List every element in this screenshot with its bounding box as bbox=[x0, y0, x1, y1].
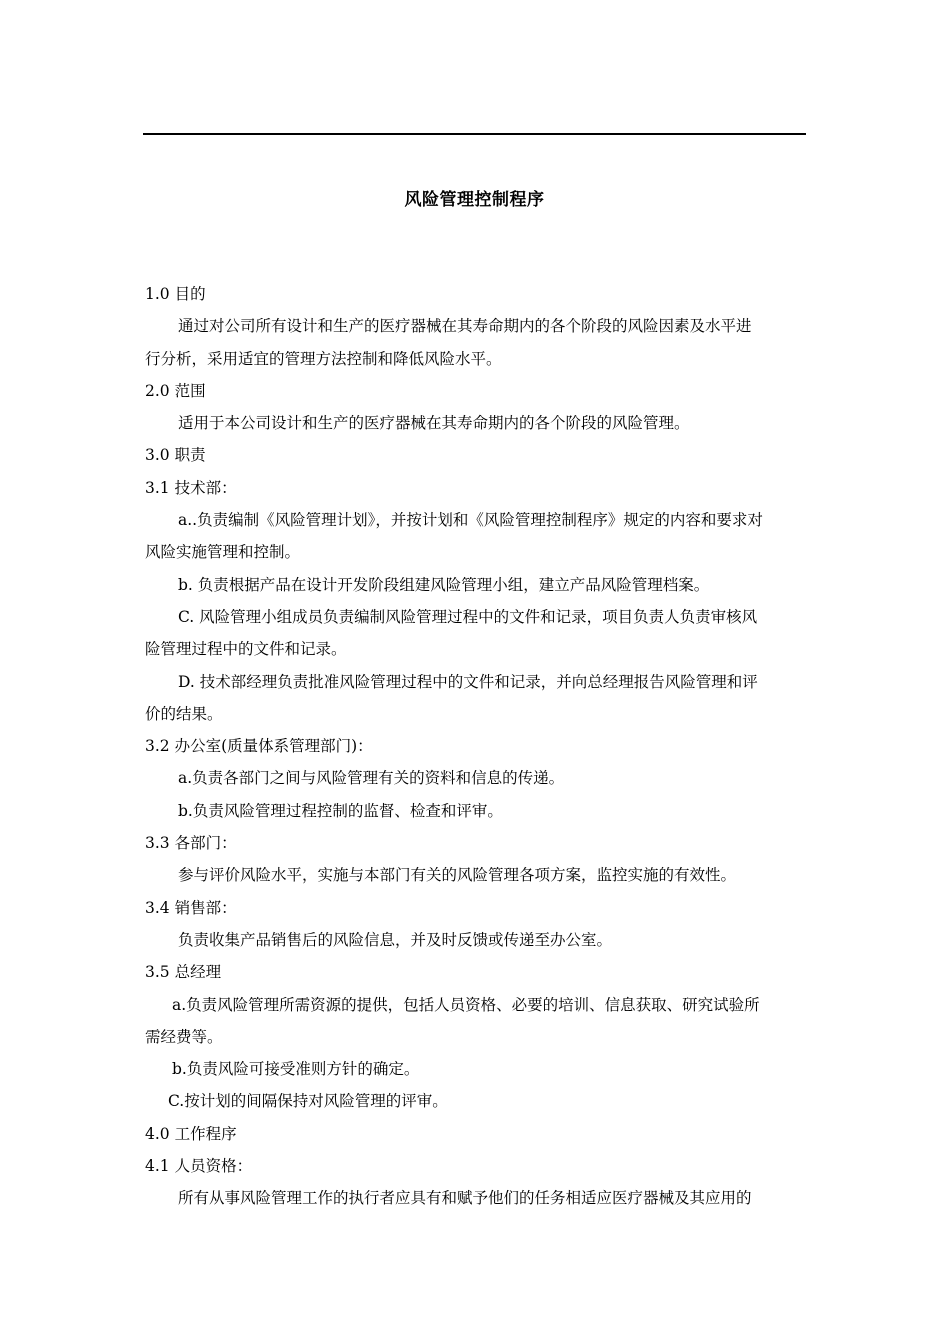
heading-work-procedure: 4.0 工作程序 bbox=[145, 1124, 237, 1143]
heading-scope: 2.0 范围 bbox=[145, 381, 206, 400]
subheading-departments: 3.3 各部门： bbox=[145, 834, 237, 853]
paragraph-line: b. 负责根据产品在设计开发阶段组建风险管理小组，建立产品风险管理档案。 bbox=[178, 575, 710, 594]
paragraph-line: a.负责风险管理所需资源的提供，包括人员资格、必要的培训、信息获取、研究试验所 bbox=[172, 995, 760, 1014]
paragraph-line: a..负责编制《风险管理计划》，并按计划和《风险管理控制程序》规定的内容和要求对 bbox=[178, 511, 763, 530]
document-title: 风险管理控制程序 bbox=[404, 190, 545, 210]
paragraph-line: D. 技术部经理负责批准风险管理过程中的文件和记录，并向总经理报告风险管理和评 bbox=[178, 672, 758, 691]
paragraph-line: 险管理过程中的文件和记录。 bbox=[145, 640, 347, 659]
paragraph-line: 风险实施管理和控制。 bbox=[145, 543, 301, 562]
paragraph-line: 需经费等。 bbox=[145, 1027, 223, 1046]
paragraph-line: 行分析，采用适宜的管理方法控制和降低风险水平。 bbox=[145, 349, 502, 368]
paragraph-line: a.负责各部门之间与风险管理有关的资料和信息的传递。 bbox=[178, 769, 565, 788]
paragraph-line: C.按计划的间隔保持对风险管理的评审。 bbox=[168, 1092, 448, 1111]
paragraph-line: 负责收集产品销售后的风险信息，并及时反馈或传递至办公室。 bbox=[178, 930, 613, 949]
subheading-office: 3.2 办公室(质量体系管理部门)： bbox=[145, 737, 373, 756]
subheading-personnel-qualification: 4.1 人员资格： bbox=[145, 1157, 253, 1176]
paragraph-line: b.负责风险管理过程控制的监督、检查和评审。 bbox=[178, 801, 503, 820]
paragraph-line: 通过对公司所有设计和生产的医疗器械在其寿命期内的各个阶段的风险因素及水平进 bbox=[178, 317, 752, 336]
subheading-sales-dept: 3.4 销售部： bbox=[145, 898, 237, 917]
document-body bbox=[145, 282, 813, 1219]
header-rule bbox=[143, 133, 806, 135]
heading-purpose: 1.0 目的 bbox=[145, 285, 206, 303]
paragraph-line: C. 风险管理小组成员负责编制风险管理过程中的文件和记录，项目负责人负责审核风 bbox=[178, 607, 758, 626]
paragraph-line: 价的结果。 bbox=[145, 704, 223, 723]
paragraph-line: 所有从事风险管理工作的执行者应具有和赋予他们的任务相适应医疗器械及其应用的 bbox=[178, 1189, 752, 1208]
heading-responsibilities: 3.0 职责 bbox=[145, 446, 206, 465]
paragraph-line: 适用于本公司设计和生产的医疗器械在其寿命期内的各个阶段的风险管理。 bbox=[178, 414, 690, 433]
subheading-general-manager: 3.5 总经理 bbox=[145, 963, 222, 982]
paragraph-line: 参与评价风险水平，实施与本部门有关的风险管理各项方案，监控实施的有效性。 bbox=[178, 866, 737, 885]
subheading-technical-dept: 3.1 技术部： bbox=[145, 478, 237, 497]
paragraph-line: b.负责风险可接受准则方针的确定。 bbox=[172, 1060, 420, 1079]
